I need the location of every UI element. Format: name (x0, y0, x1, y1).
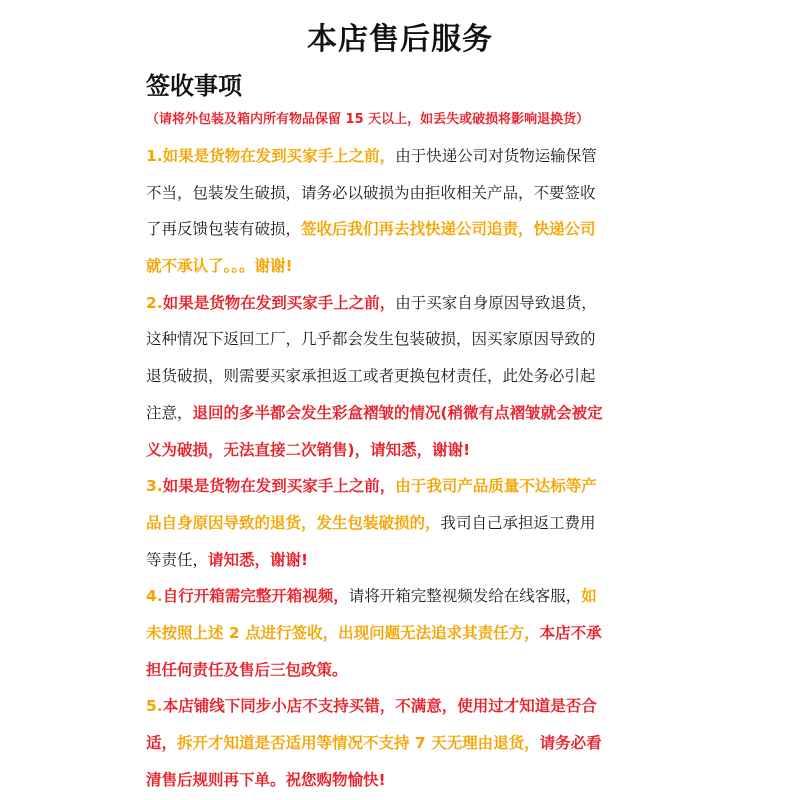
policy-text-segment: 4. (146, 587, 163, 606)
policy-text-segment: 本店铺线下同步小店不支持买错，不满意，使用过才知道是否合 (162, 697, 597, 716)
policy-line (146, 211, 666, 248)
policy-text-segment: 请知悉，谢谢! (208, 550, 309, 569)
policy-text-segment: 本店不承 (539, 623, 602, 642)
retention-note: （请将外包装及箱内所有物品保留 15 天以上，如丢失或破损将影响退换货） (146, 112, 590, 127)
policy-line (146, 542, 666, 579)
policy-text-segment: 不当，包装发生破损，请务必以破损为由拒收相关产品，不要签收 (146, 183, 596, 202)
policy-text-segment: 退回的多半都会发生彩盒褶皱的情况(稍微有点褶皱就会被定 (192, 403, 603, 422)
policy-line (146, 248, 666, 285)
policy-text-segment: 注意， (146, 403, 193, 422)
policy-text-block (146, 138, 666, 798)
policy-line (146, 578, 666, 615)
policy-text-segment: 签收后我们再去找快递公司追责，快递公司 (301, 220, 596, 239)
policy-line (146, 762, 666, 799)
policy-text-segment: 如果是货物在发到买家手上之前， (162, 293, 396, 312)
policy-text-segment: 自行开箱需完整开箱视频， (162, 587, 349, 606)
policy-text-segment: 2. (146, 293, 163, 312)
policy-line (146, 468, 666, 505)
policy-text-segment: 由于买家自身原因导致退货， (395, 293, 597, 312)
policy-line (146, 652, 666, 689)
policy-text-segment: 退货破损，则需要买家承担返工或者更换包材责任，此处务必引起 (146, 367, 596, 386)
policy-text-segment: 适， (146, 734, 178, 752)
policy-text-segment: 品自身原因导致的退货，发生包装破损的， (146, 513, 441, 532)
section-heading: 签收事项 (146, 72, 242, 100)
policy-text-segment: 1.如果是货物在发到买家手上之前， (146, 147, 396, 165)
policy-text-segment: 拆开才知道是否适用等情况不支持 7 天无理由退货， (177, 734, 540, 752)
policy-line (146, 138, 666, 175)
policy-text-segment: 就不承认了。。。谢谢! (146, 257, 293, 276)
policy-text-segment: 如果是货物在发到买家手上之前， (162, 477, 396, 496)
policy-line (146, 285, 666, 322)
policy-text-segment: 义为破损，无法直接二次销售)，请知悉，谢谢! (146, 440, 471, 459)
policy-line (146, 175, 666, 212)
policy-text-segment: 未按照上述 2 点进行签收，出现问题无法追求其责任方， (146, 623, 540, 642)
policy-text-segment: 5. (146, 697, 163, 716)
policy-line (146, 321, 666, 358)
policy-text-segment: 这种情况下返回工厂，几乎都会发生包装破损，因买家原因导致的 (146, 330, 596, 349)
policy-text-segment: 如 (581, 587, 597, 606)
policy-text-segment: 3. (146, 477, 163, 496)
policy-text-segment: 我司自己承担返工费用 (440, 513, 596, 532)
policy-line (146, 358, 666, 395)
policy-line (146, 395, 666, 432)
page-title: 本店售后服务 (307, 22, 493, 57)
policy-text-segment: 由于我司产品质量不达标等产 (395, 477, 597, 496)
policy-text-segment: 了再反馈包装有破损， (146, 220, 302, 239)
policy-line (146, 615, 666, 652)
policy-text-segment: 清售后规则再下单。祝您购物愉快! (146, 770, 386, 789)
policy-text-segment: 担任何责任及售后三包政策。 (146, 660, 348, 679)
policy-text-segment: 请务必看 (539, 734, 602, 752)
policy-line (146, 688, 666, 725)
policy-text-segment: 请将开箱完整视频发给在线客服， (348, 587, 582, 606)
policy-line (146, 725, 666, 762)
policy-text-segment: 由于快递公司对货物运输保管 (395, 147, 597, 165)
policy-text-segment: 等责任， (146, 550, 209, 569)
policy-line (146, 505, 666, 542)
policy-line (146, 432, 666, 469)
